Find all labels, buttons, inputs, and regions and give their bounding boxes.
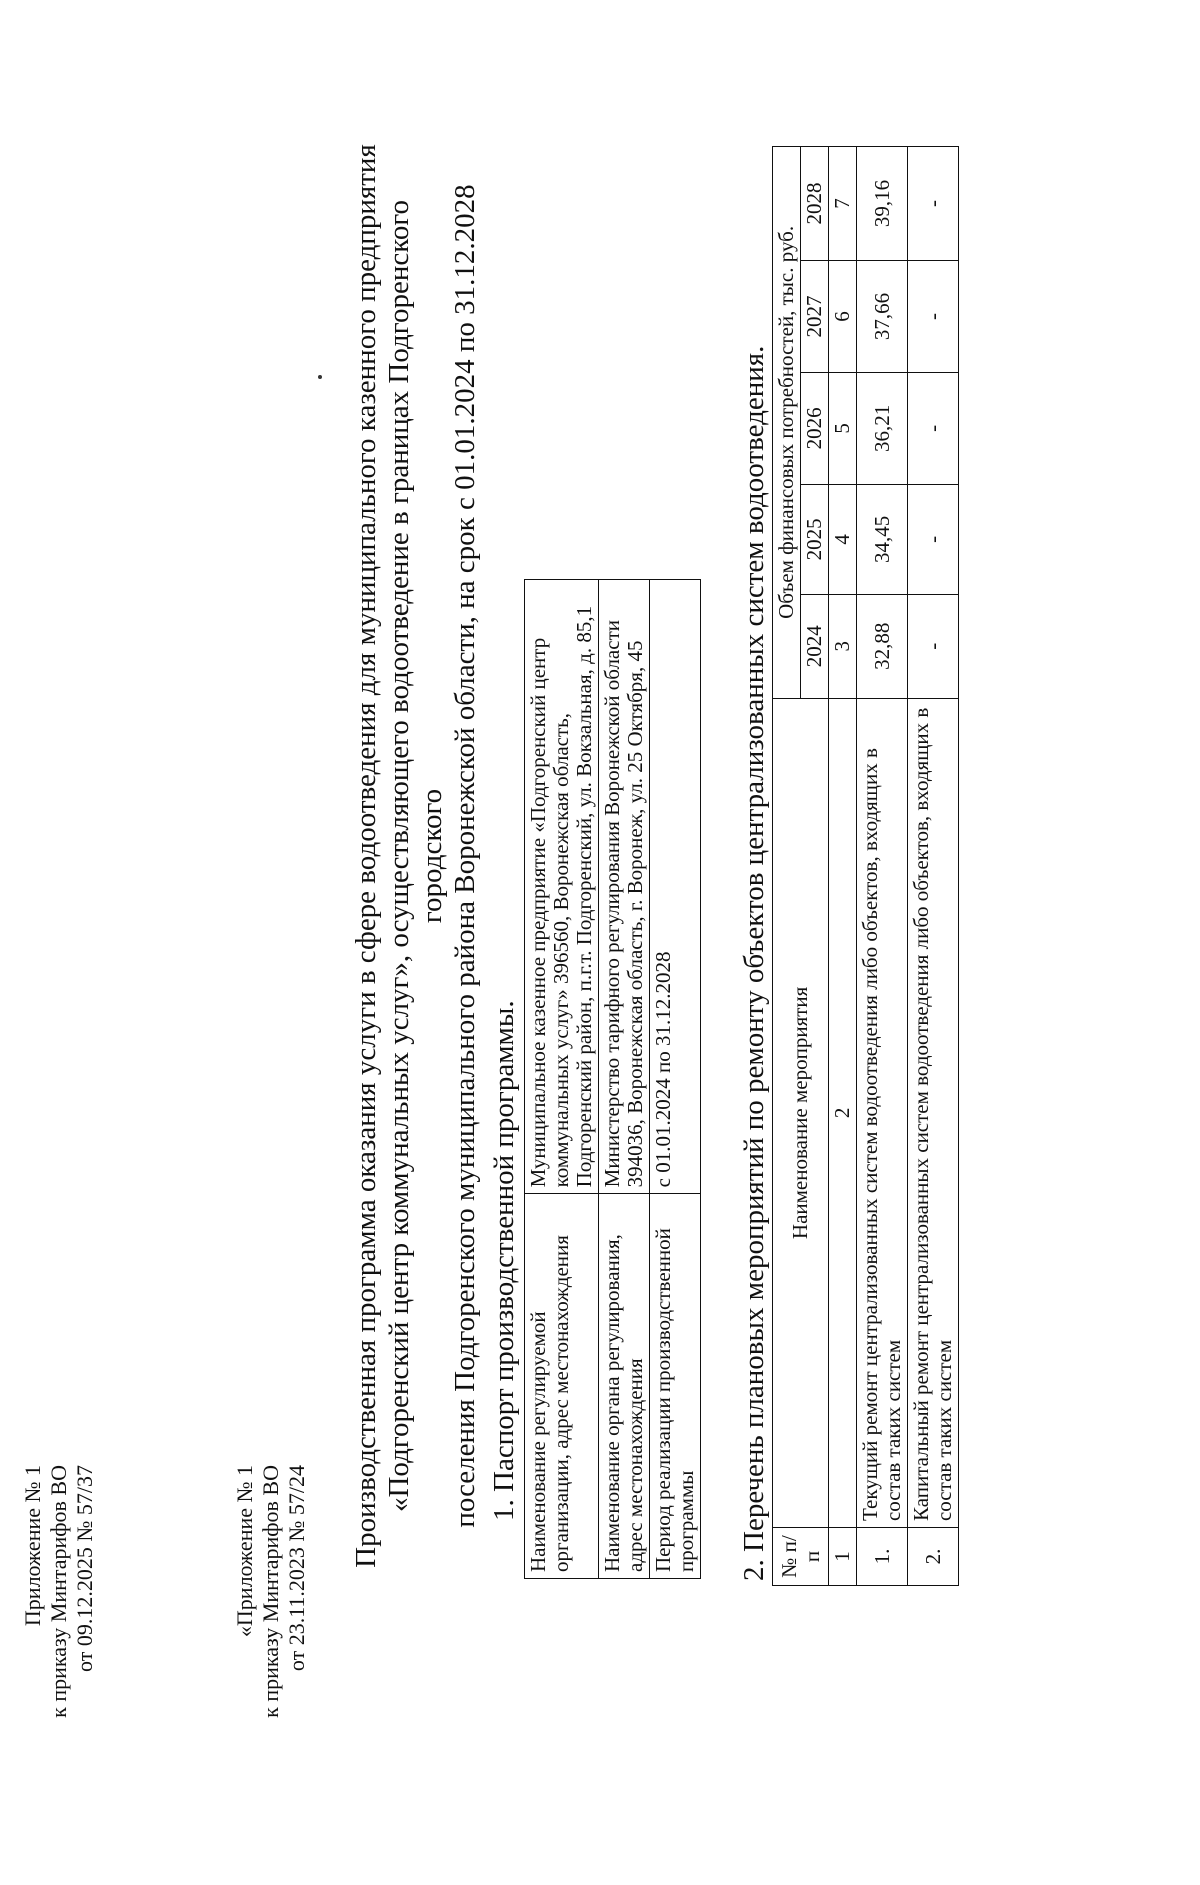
index-cell: 3 [829,594,857,698]
passport-value: Муниципальное казенное предприятие «Подгоренский центр коммунальных услуг» 396560, Воронежская область, Подгоренский район, п.г.т. Подгоренский, ул. Вокзальная, д. 85,1 [525,580,599,1194]
passport-value: Министерство тарифного регулирования Воронежской области 394036, Воронежская область, г. Воронеж, ул. 25 Октября, 45 [599,580,650,1194]
index-cell: 7 [829,147,857,261]
value-cell: 34,45 [857,484,908,594]
year-header: 2026 [801,372,829,484]
table-row [599,580,650,1579]
section2-heading: 2. Перечень плановых мероприятий по ремонту объектов централизованных систем водоотведения. [738,345,770,1581]
table-row [525,580,599,1579]
value-cell: 32,88 [857,594,908,698]
repair-activities-table [772,146,959,1586]
value-cell: - [908,594,959,698]
passport-label: Наименование органа регулирования, адрес местонахождения [599,1194,650,1579]
table-row [650,580,701,1579]
index-cell: 4 [829,484,857,594]
year-header: 2028 [801,147,829,261]
passport-value: с 01.01.2024 по 31.12.2028 [650,580,701,1194]
passport-label: Период реализации производственной программы [650,1194,701,1579]
activity-name: Текущий ремонт централизованных систем водоотведения либо объектов, входящих в состав таких систем [857,698,908,1527]
table-row [857,147,908,1586]
col-number-header: № п/п [773,1528,829,1586]
index-cell: 2 [829,698,857,1527]
passport-label: Наименование регулируемой организации, адрес местонахождения [525,1194,599,1579]
row-number: 2. [908,1528,959,1586]
value-cell: - [908,484,959,594]
value-cell: - [908,372,959,484]
col-volume-header: Объем финансовых потребностей, тыс. руб. [773,147,801,699]
year-header: 2027 [801,260,829,372]
year-header: 2025 [801,484,829,594]
section1-heading: 1. Паспорт производственной программы. [488,1000,520,1521]
value-cell: 36,21 [857,372,908,484]
index-cell: 6 [829,260,857,372]
table-header-row [773,147,801,1586]
table-row [908,147,959,1586]
index-cell: 5 [829,372,857,484]
value-cell: 39,16 [857,147,908,261]
year-header: 2024 [801,594,829,698]
value-cell: - [908,260,959,372]
table-index-row [829,147,857,1586]
row-number: 1. [857,1528,908,1586]
program-passport-table [524,579,701,1579]
program-title: Производственная программа оказания услуги в сфере водоотведения для муниципального казенного предприятия «Подгоренский центр коммунальных услуг», осуществляющего водоотведение в границах Подгоренского городского поселения Подгоренского муниципального района Воронежской области, на срок с 01.01.2024 по 31.12.2028 [350,144,481,1568]
col-name-header: Наименование мероприятия [773,698,829,1527]
current-order-reference: Приложение № 1 к приказу Минтарифов ВО от 09.12.2025 № 57/37 [20,1465,97,1718]
activity-name: Капитальный ремонт централизованных систем водоотведения либо объектов, входящих в состав таких систем [908,698,959,1527]
index-cell: 1 [829,1528,857,1586]
scan-speck [318,375,322,379]
value-cell: - [908,147,959,261]
previous-order-reference: «Приложение № 1 к приказу Минтарифов ВО от 23.11.2023 № 57/24 [232,1465,309,1718]
value-cell: 37,66 [857,260,908,372]
